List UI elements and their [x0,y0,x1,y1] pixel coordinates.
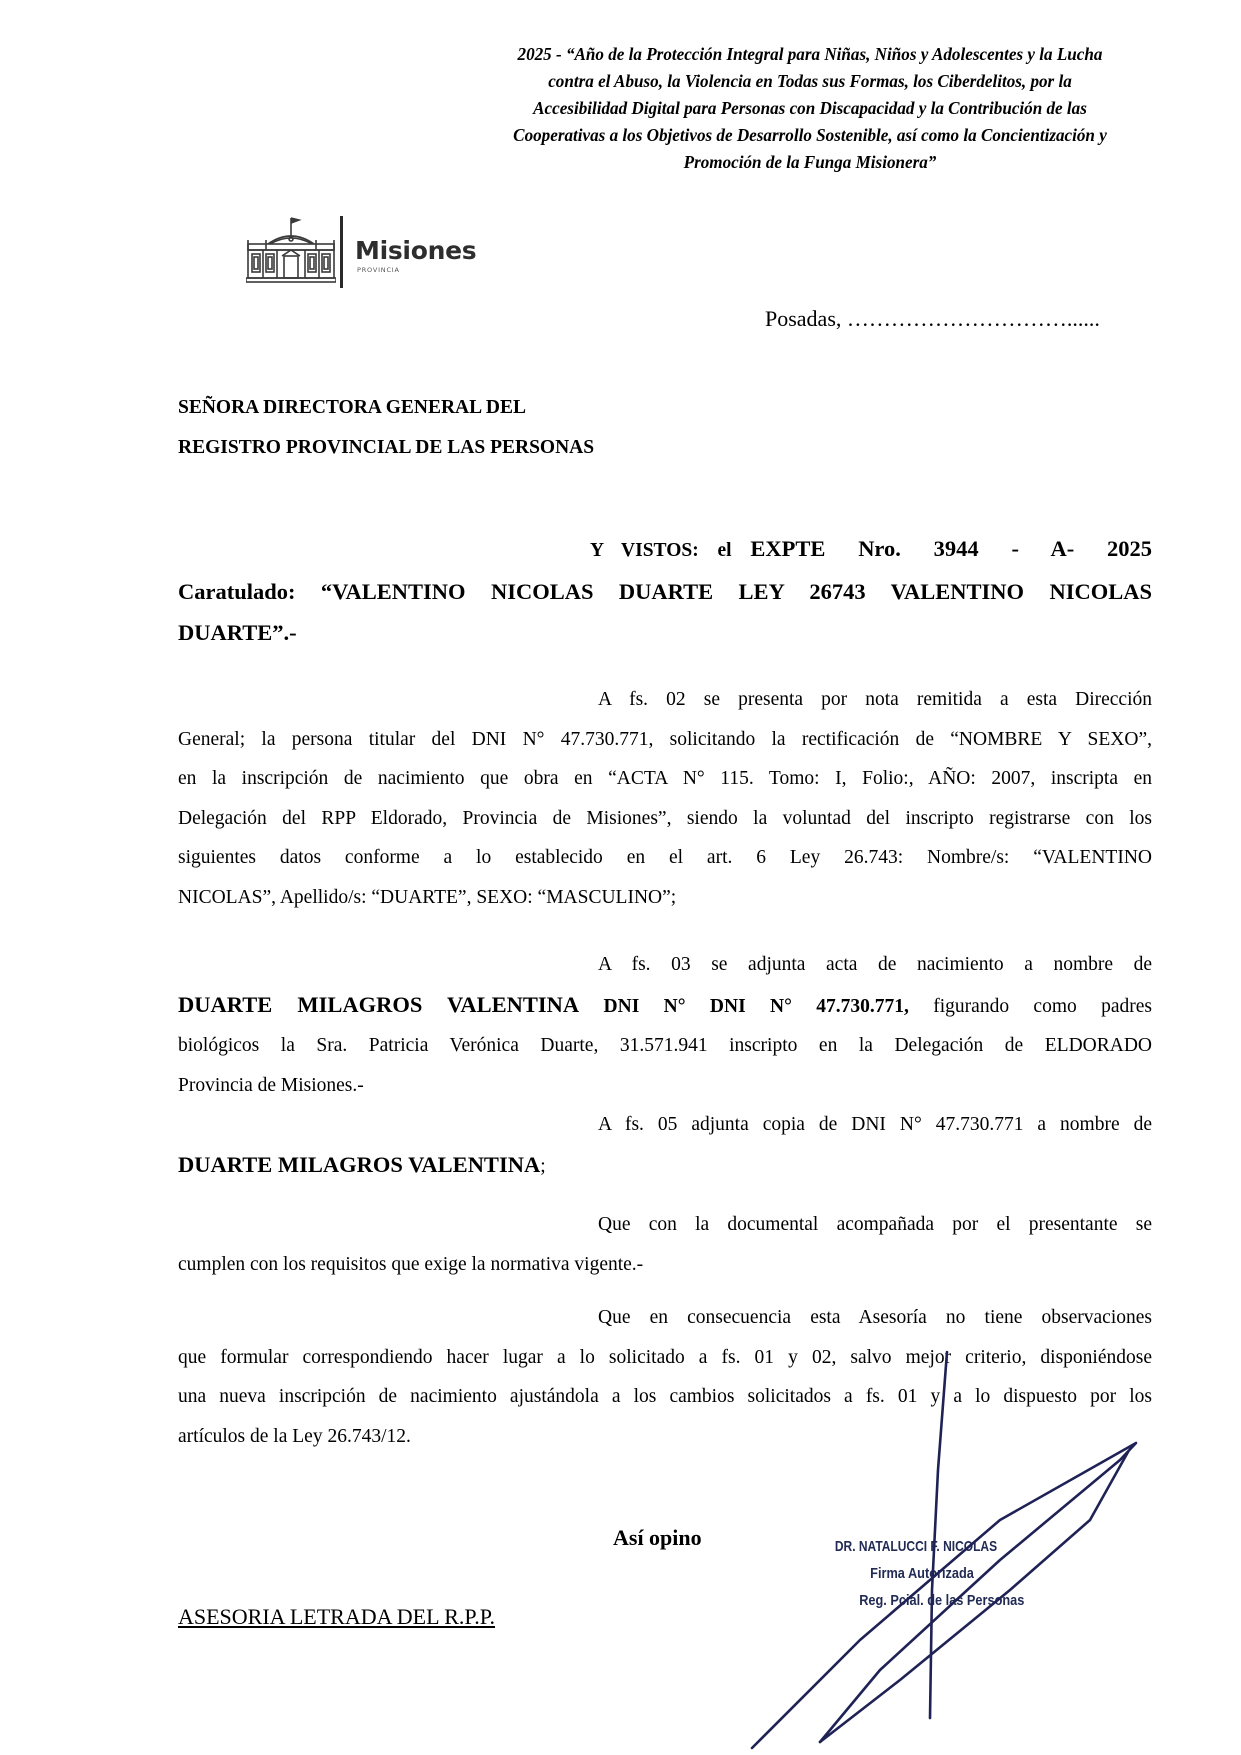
text-line: Que en consecuencia esta Asesoría no tiene observaciones [598,1307,1152,1328]
person-name: DUARTE MILAGROS VALENTINA [178,991,580,1017]
paragraph-requirements [178,1205,1152,1284]
vistos-label: Y VISTOS: [590,540,699,561]
paragraph-fs05 [178,1105,1152,1187]
addressee-line: SEÑORA DIRECTORA GENERAL DEL [178,397,527,418]
text-line: Que con la documental acompañada por el presentante se [598,1214,1152,1235]
text-line: siguientes datos conforme a lo establecido en el art. 6 Ley 26.743: Nombre/s: “VALENTINO [178,847,1152,869]
stamp-office: Reg. Pcial. de las Personas [859,1592,1025,1609]
motto-line: Accesibilidad Digital para Personas con Discapacidad y la Contribución de las [533,98,1087,118]
caratulado-line: DUARTE”.- [178,620,297,645]
text-line: General; la persona titular del DNI N° 47.730.771, solicitando la rectificación de “NOMBRE Y SEXO”, [178,728,1152,750]
addressee-line: REGISTRO PROVINCIAL DE LAS PERSONAS [178,437,595,458]
text-line: que formular correspondiendo hacer lugar a lo solicitado a fs. 01 y 02, salvo mejor criterio, disponiéndose [178,1346,1152,1368]
authorization-stamp [822,1538,1025,1609]
text-line: Delegación del RPP Eldorado, Provincia de Misiones”, siendo la voluntad del inscripto registrarse con los [178,807,1152,829]
text-line: A fs. 03 se adjunta acta de nacimiento a nombre de [598,954,1152,975]
dni-reference: DNI N° DNI N° 47.730.771, [603,995,909,1017]
text-line: Provincia de Misiones.- [178,1074,364,1096]
addressee [178,388,594,468]
stamp-title: Firma Autorizada [870,1565,974,1582]
text-line: una nueva inscripción de nacimiento ajustándola a los cambios solicitados a fs. 01 y a lo dispuesto por los [178,1386,1152,1408]
vistos-el: el [717,540,732,561]
opinion-closing: Así opino [613,1525,702,1550]
office-signature-line: ASESORIA LETRADA DEL R.P.P. [178,1604,496,1629]
paragraph-conclusion [178,1298,1152,1456]
text-fragment: figurando como padres [933,995,1153,1017]
caratulado-line: Caratulado: “VALENTINO NICOLAS DUARTE LEY 26743 VALENTINO NICOLAS [178,579,1152,604]
expte-line [178,528,1152,571]
motto-line: 2025 - “Año de la Protección Integral para Niñas, Niños y Adolescentes y la Lucha [517,44,1103,64]
place-date: Posadas, …………………………...... [765,306,1100,331]
year-motto [462,41,1158,176]
government-building-icon [246,214,336,290]
paragraph-fs03 [178,945,1152,1105]
text-fragment: ; [540,1156,546,1177]
text-line [178,1145,1152,1187]
text-line: artículos de la Ley 26.743/12. [178,1425,411,1447]
text-line: cumplen con los requisitos que exige la normativa vigente.- [178,1253,644,1275]
logo-divider [340,216,343,288]
person-name: DUARTE MILAGROS VALENTINA [178,1152,541,1177]
case-reference [178,528,1152,653]
motto-line: contra el Abuso, la Violencia en Todas sus Formas, los Ciberdelitos, por la [548,71,1072,91]
text-line: en la inscripción de nacimiento que obra en “ACTA N° 115. Tomo: I, Folio:, AÑO: 2007, inscripta en [178,768,1152,790]
text-line: biológicos la Sra. Patricia Verónica Duarte, 31.571.941 inscripto en la Delegación de ELDORADO [178,1035,1152,1057]
motto-line: Cooperativas a los Objetivos de Desarrollo Sostenible, así como la Concientización y [513,125,1107,145]
logo-subtitle: PROVINCIA [357,266,400,274]
paragraph-fs02 [178,680,1152,918]
text-line [178,985,1152,1027]
stamp-name: DR. NATALUCCI F. NICOLAS [834,1538,998,1555]
expte-number: EXPTE Nro. 3944 - A- 2025 [750,536,1153,561]
logo-name: Misiones [355,236,477,265]
misiones-logo [246,214,496,290]
text-line: A fs. 05 adjunta copia de DNI N° 47.730.771 a nombre de [598,1114,1152,1135]
text-line: A fs. 02 se presenta por nota remitida a esta Dirección [598,689,1152,710]
motto-line: Promoción de la Funga Misionera” [683,152,937,172]
text-line: NICOLAS”, Apellido/s: “DUARTE”, SEXO: “MASCULINO”; [178,886,677,908]
